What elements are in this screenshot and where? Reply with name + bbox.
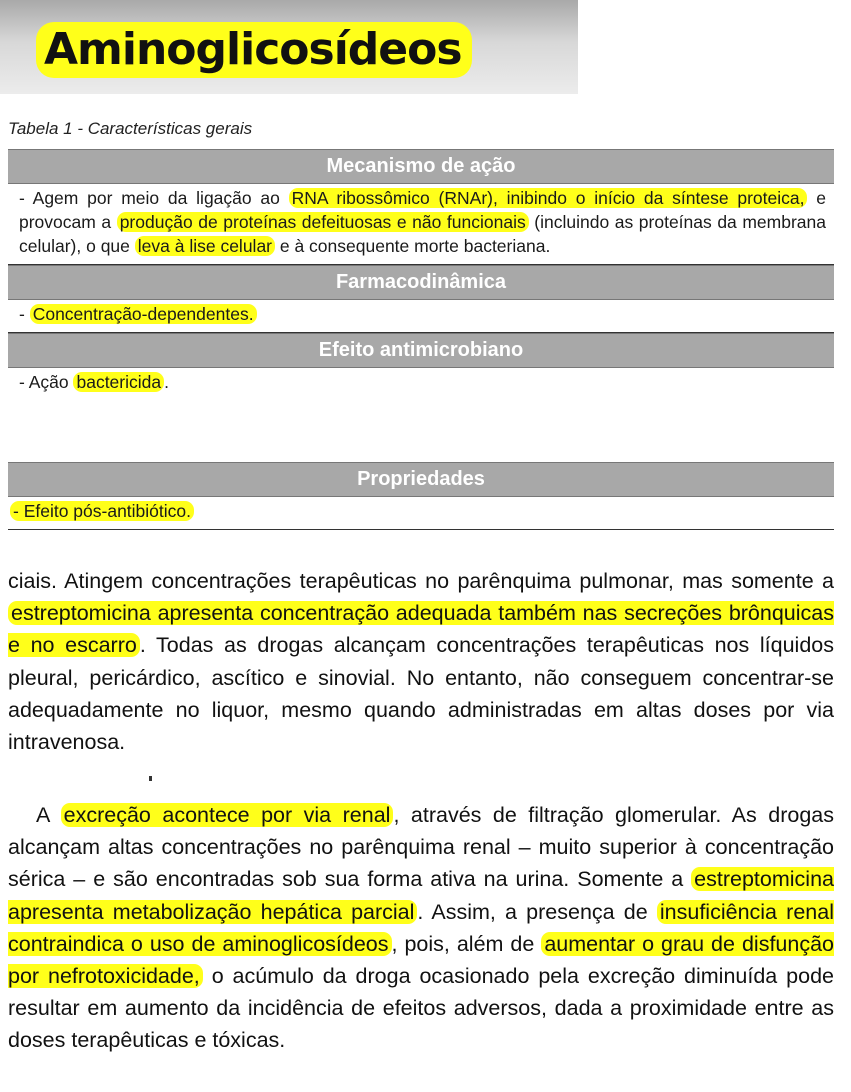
properties-highlight: - Efeito pós-antibiótico. xyxy=(10,501,194,521)
antimicrobial-highlight: bactericida xyxy=(73,372,164,392)
paragraph-highlight: estreptomicina apresenta metabolização hepática parcial xyxy=(8,867,834,924)
page-title: Aminoglicosídeos xyxy=(36,22,472,78)
table-caption: Tabela 1 - Características gerais xyxy=(8,119,253,138)
properties-table xyxy=(8,462,834,530)
paragraph-text: A xyxy=(36,803,61,827)
pharmacodynamics-header: Farmacodinâmica xyxy=(8,265,834,300)
mechanism-highlight: RNA ribossômico (RNAr), inibindo o início da síntese proteica, xyxy=(289,188,808,208)
antimicrobial-text: - Ação xyxy=(19,372,74,392)
paragraph-text: , através de filtração glomerular. As drogas alcançam altas concentrações no parênquima renal – muito superior à concentração sérica – e são encontradas sob sua forma ativa na urina. Somente a xyxy=(8,803,834,892)
paragraph-highlight: insuficiência renal contraindica o uso de aminoglicosídeos xyxy=(8,899,834,956)
paragraph-excretion xyxy=(8,799,834,1057)
paragraph-text: . Todas as drogas alcançam concentrações terapêuticas nos líquidos pleural, pericárdico, ascítico e sinovial. No entanto, não conseguem concentrar-se adequadamente no liquor, mesmo quando administradas em altas doses por via intravenosa. xyxy=(8,633,835,755)
paragraph-highlight: aumentar o grau de disfunção por nefrotoxicidade, xyxy=(8,931,834,989)
antimicrobial-header: Efeito antimicrobiano xyxy=(8,333,834,368)
mechanism-text: e provocam a xyxy=(19,188,826,232)
mechanism-header: Mecanismo de ação xyxy=(8,149,834,184)
pharmacodynamics-cell xyxy=(8,300,834,333)
paragraph-text: . Assim, a presença de xyxy=(417,899,657,924)
stray-mark xyxy=(149,776,152,781)
pharmacodynamics-text: - xyxy=(19,304,30,324)
mechanism-cell xyxy=(8,184,834,265)
mechanism-text: e à consequente morte bacteriana. xyxy=(275,236,551,256)
paragraph-distribution xyxy=(8,565,834,758)
mechanism-highlight: produção de proteínas defeituosas e não funcionais xyxy=(117,212,529,232)
paragraph-text: , pois, além de xyxy=(391,931,542,956)
paragraph-highlight: excreção acontece por via renal xyxy=(61,803,394,827)
title-banner xyxy=(0,0,578,94)
mechanism-text: (incluindo as proteínas da membrana celular), o que xyxy=(19,212,826,256)
antimicrobial-cell xyxy=(8,368,834,400)
characteristics-table xyxy=(8,149,834,400)
properties-header: Propriedades xyxy=(8,462,834,497)
mechanism-highlight: leva à lise celular xyxy=(135,236,275,256)
pharmacodynamics-highlight: Concentração-dependentes. xyxy=(30,304,257,324)
properties-cell xyxy=(8,497,834,530)
antimicrobial-text: . xyxy=(164,372,169,392)
paragraph-text: ciais. Atingem concentrações terapêuticas no parênquima pulmonar, mas somente a xyxy=(8,569,834,593)
paragraph-highlight: estreptomicina apresenta concentração adequada também nas secreções brônquicas e no escarro xyxy=(8,601,834,658)
mechanism-text: - Agem por meio da ligação ao xyxy=(19,188,289,208)
paragraph-text: o acúmulo da droga ocasionado pela excreção diminuída pode resultar em aumento da incidência de efeitos adversos, dada a proximidade entre as doses terapêuticas e tóxicas. xyxy=(8,964,834,1053)
